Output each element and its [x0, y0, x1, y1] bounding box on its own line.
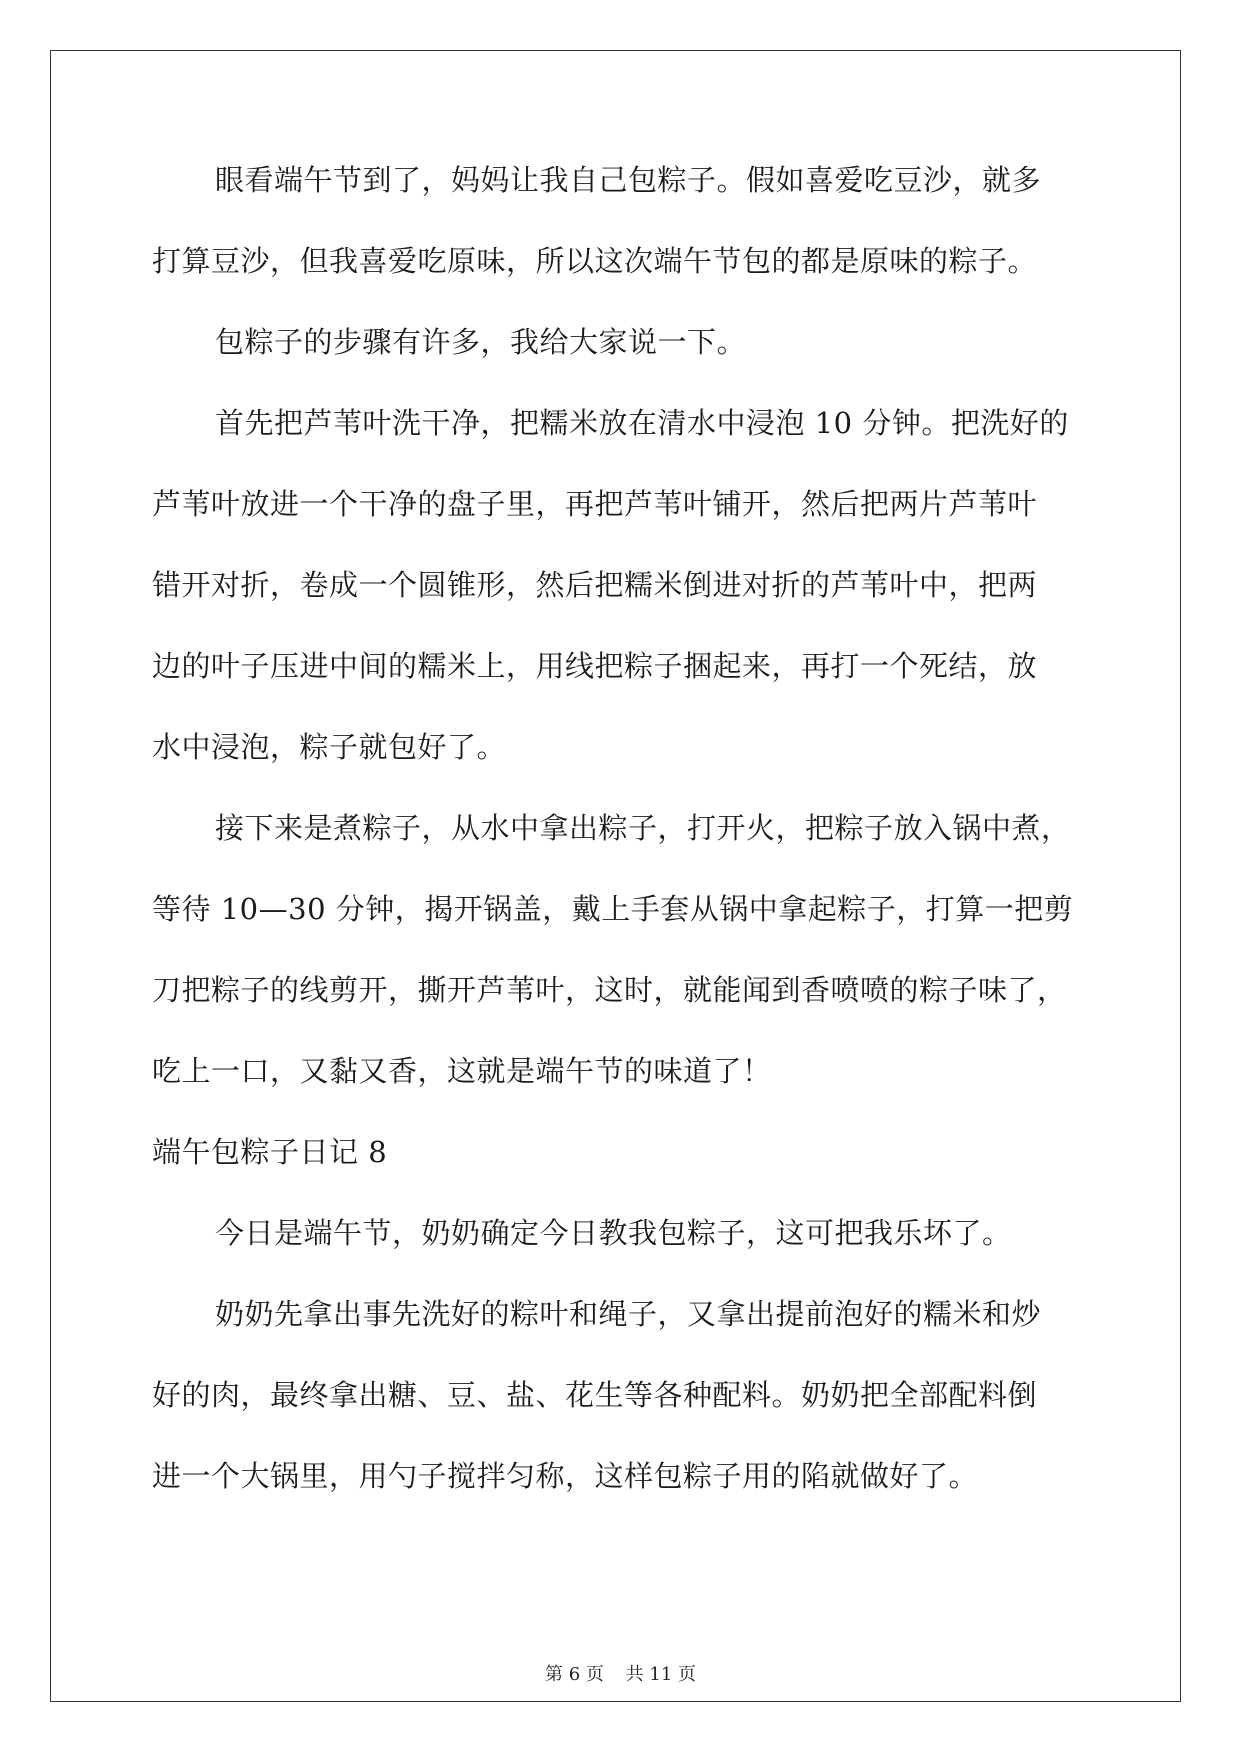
paragraph-line: 边的叶子压进中间的糯米上，用线把粽子捆起来，再打一个死结，放	[152, 649, 1038, 683]
paragraph-line: 眼看端午节到了，妈妈让我自己包粽子。假如喜爱吃豆沙，就多	[215, 163, 1042, 197]
paragraph-line: 首先把芦苇叶洗干净，把糯米放在清水中浸泡 10 分钟。把洗好的	[215, 406, 1069, 440]
page-footer	[0, 1660, 1241, 1686]
paragraph-line: 今日是端午节，奶奶确定今日教我包粽子，这可把我乐坏了。	[215, 1216, 1012, 1250]
paragraph-line: 等待 10—30 分钟，揭开锅盖，戴上手套从锅中拿起粽子，打算一把剪	[152, 892, 1074, 926]
paragraph-line: 打算豆沙，但我喜爱吃原味，所以这次端午节包的都是原味的粽子。	[152, 244, 1038, 278]
page-number: 第 6 页	[545, 1664, 604, 1685]
paragraph-line: 错开对折，卷成一个圆锥形，然后把糯米倒进对折的芦苇叶中，把两	[152, 568, 1038, 602]
document-body	[152, 160, 1092, 1537]
section-heading: 端午包粽子日记 8	[152, 1135, 388, 1169]
paragraph-line: 奶奶先拿出事先洗好的粽叶和绳子，又拿出提前泡好的糯米和炒	[215, 1297, 1042, 1331]
paragraph-line: 接下来是煮粽子，从水中拿出粽子，打开火，把粽子放入锅中煮，	[215, 811, 1071, 845]
paragraph-line: 进一个大锅里，用勺子搅拌匀称，这样包粽子用的陷就做好了。	[152, 1459, 979, 1493]
paragraph-line: 刀把粽子的线剪开，撕开芦苇叶，这时，就能闻到香喷喷的粽子味了，	[152, 973, 1067, 1007]
paragraph-line: 好的肉，最终拿出糖、豆、盐、花生等各种配料。奶奶把全部配料倒	[152, 1378, 1038, 1412]
paragraph-line: 包粽子的步骤有许多，我给大家说一下。	[215, 325, 747, 359]
page-total: 共 11 页	[625, 1664, 696, 1685]
paragraph-line: 吃上一口，又黏又香，这就是端午节的味道了！	[152, 1054, 772, 1088]
paragraph-line: 水中浸泡，粽子就包好了。	[152, 730, 507, 764]
paragraph-line: 芦苇叶放进一个干净的盘子里，再把芦苇叶铺开，然后把两片芦苇叶	[152, 487, 1038, 521]
